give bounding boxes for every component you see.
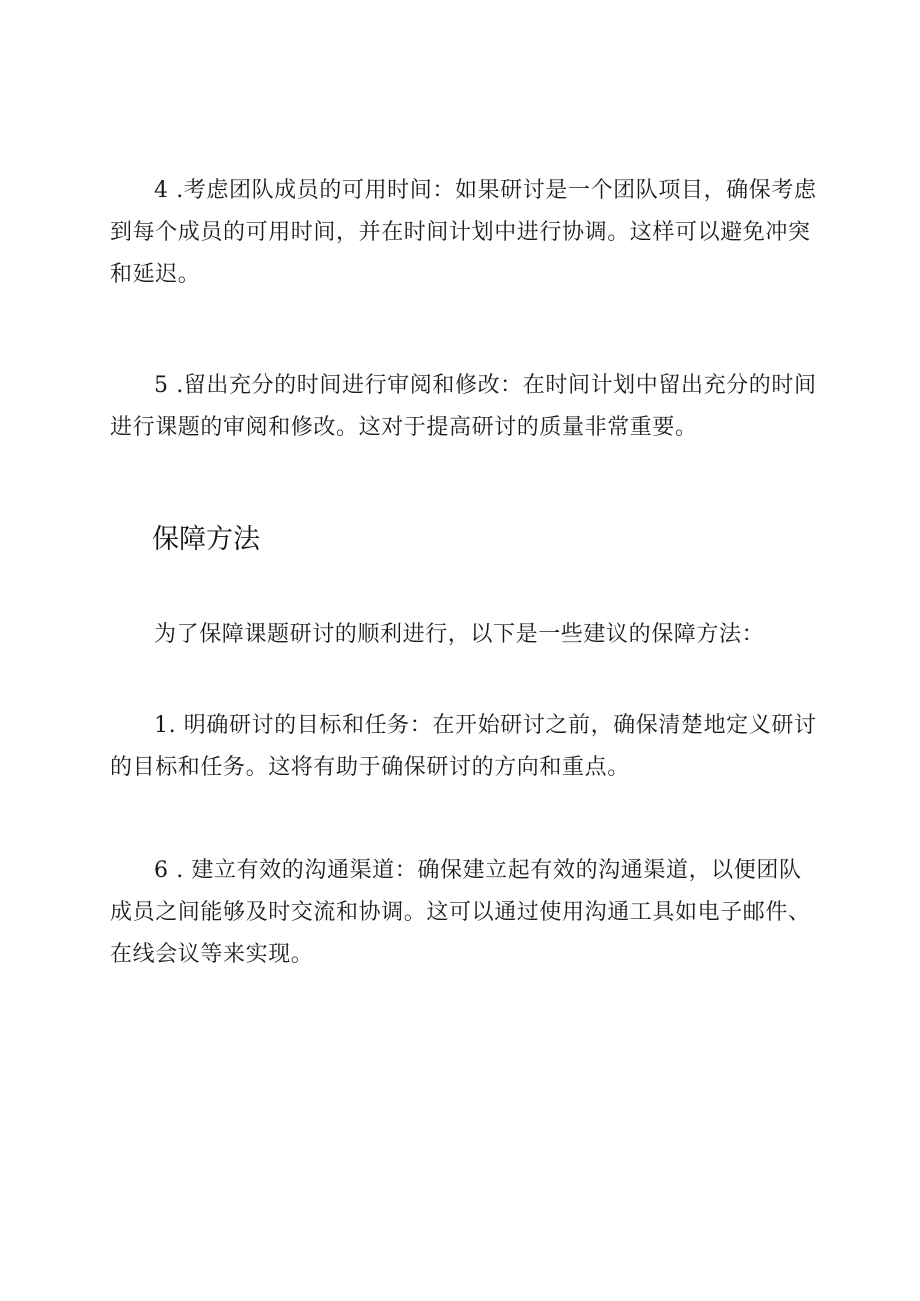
paragraph-item-1: 1. 明确研讨的目标和任务：在开始研讨之前，确保清楚地定义研讨的目标和任务。这将有助于确保研讨的方向和重点。 (110, 713, 817, 780)
paragraph-item-6: 6 . 建立有效的沟通渠道：确保建立起有效的沟通渠道，以便团队成员之间能够及时交流和协调。这可以通过使用沟通工具如电子邮件、在线会议等来实现。 (110, 858, 811, 967)
paragraph-item-4: 4 .考虑团队成员的可用时间：如果研讨是一个团队项目，确保考虑到每个成员的可用时间，并在时间计划中进行协调。这样可以避免冲突和延迟。 (110, 178, 817, 287)
paragraph-item-5: 5 .留出充分的时间进行审阅和修改：在时间计划中留出充分的时间进行课题的审阅和修改。这对于提高研讨的质量非常重要。 (110, 373, 817, 440)
section-heading: 保障方法 (152, 524, 260, 555)
paragraph-intro: 为了保障课题研讨的顺利进行，以下是一些建议的保障方法： (154, 622, 765, 647)
